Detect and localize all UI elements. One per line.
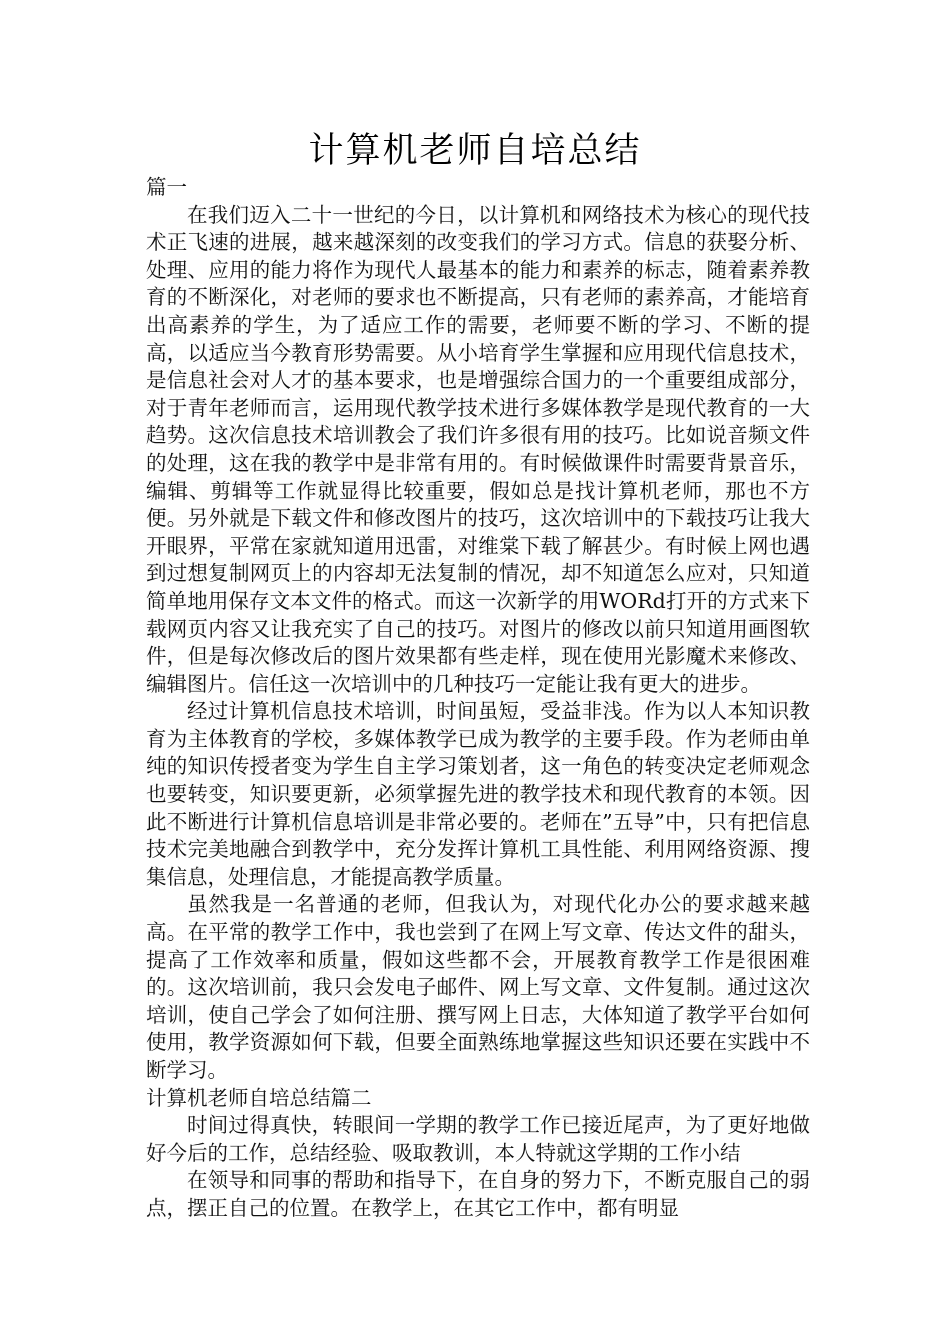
body-paragraph: 经过计算机信息技术培训，时间虽短，受益非浅。作为以人本知识教育为主体教育的学校，多媒体教学已成为教学的主要手段。作为老师由单纯的知识传授者变为学生自主学习策划者，这一角色的转变决定老师观念也要转变，知识要更新，必须掌握先进的教学技术和现代教育的本领。因此不断进行计算机信息培训是非常必要的。老师在”五导”中，只有把信息技术完美地融合到教学中，充分发挥计算机工具性能、利用网络资源、搜集信息，处理信息，才能提高教学质量。	[146, 699, 810, 889]
section-label-part1: 篇一	[146, 175, 187, 199]
body-paragraph: 虽然我是一名普通的老师，但我认为，对现代化办公的要求越来越高。在平常的教学工作中，我也尝到了在网上写文章、传达文件的甜头，提高了工作效率和质量，假如这些都不会，开展教育教学工作是很困难的。这次培训前，我只会发电子邮件、网上写文章、文件复制。通过这次培训，使自己学会了如何注册、撰写网上日志，大体知道了教学平台如何使用，教学资源如何下载，但要全面熟练地掌握这些知识还要在实践中不断学习。	[146, 892, 810, 1082]
body-paragraph: 在我们迈入二十一世纪的今日，以计算机和网络技术为核心的现代技术正飞速的进展，越来越深刻的改变我们的学习方式。信息的获娶分析、处理、应用的能力将作为现代人最基本的能力和素养的标志，随着素养教育的不断深化，对老师的要求也不断提高，只有老师的素养高，才能培育出高素养的学生，为了适应工作的需要，老师要不断的学习、不断的提高，以适应当今教育形势需要。从小培育学生掌握和应用现代信息技术，是信息社会对人才的基本要求，也是增强综合国力的一个重要组成部分，对于青年老师而言，运用现代教学技术进行多媒体教学是现代教育的一大趋势。这次信息技术培训教会了我们许多很有用的技巧。比如说音频文件的处理，这在我的教学中是非常有用的。有时候做课件时需要背景音乐，编辑、剪辑等工作就显得比较重要，假如总是找计算机老师，那也不方便。另外就是下载文件和修改图片的技巧，这次培训中的下载技巧让我大开眼界，平常在家就知道用迅雷，对维棠下载了解甚少。有时候上网也遇到过想复制网页上的内容却无法复制的情况，却不知道怎么应对，只知道简单地用保存文本文件的格式。而这一次新学的用WORd打开的方式来下载网页内容又让我充实了自己的技巧。对图片的修改以前只知道用画图软件，但是每次修改后的图片效果都有些走样，现在使用光影魔术来修改、编辑图片。信任这一次培训中的几种技巧一定能让我有更大的进步。	[146, 202, 810, 696]
body-paragraph: 时间过得真快，转眼间一学期的教学工作已接近尾声，为了更好地做好今后的工作，总结经验、吸取教训，本人特就这学期的工作小结	[146, 1113, 810, 1165]
section-label-part2: 计算机老师自培总结篇二	[146, 1085, 372, 1110]
body-paragraph: 在领导和同事的帮助和指导下，在自身的努力下，不断克服自己的弱点，摆正自己的位置。在教学上，在其它工作中，都有明显	[146, 1168, 810, 1220]
document-body	[146, 174, 810, 1223]
document-title: 计算机老师自培总结	[308, 131, 642, 171]
